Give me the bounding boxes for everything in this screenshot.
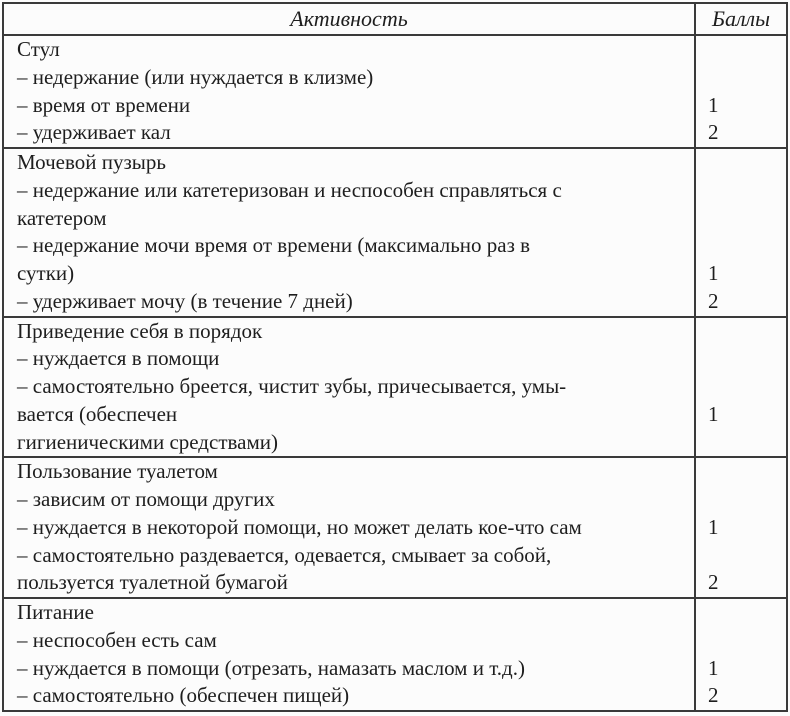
score-cell [696, 36, 786, 147]
score-cell [696, 599, 786, 710]
score-cell [696, 318, 786, 457]
activity-line: сутки) [17, 261, 75, 285]
score-empty [708, 64, 786, 92]
table-header-row [4, 4, 786, 34]
table-body [4, 34, 786, 710]
activity-line: – недержание (или нуждается в клизме) [17, 64, 374, 89]
score-value: 1 [708, 655, 719, 680]
score-value: 2 [708, 120, 719, 145]
section-row [4, 34, 786, 147]
score-value: 2 [708, 288, 719, 313]
score-value: 1 [708, 92, 719, 117]
activity-line: гигиеническими средствами) [17, 429, 278, 454]
score-empty [708, 458, 786, 486]
activity-cell [4, 318, 696, 457]
section-row [4, 597, 786, 710]
activity-line: – неспособен есть сам [17, 627, 217, 652]
score-empty [708, 36, 786, 64]
section-title: Пользование туалетом [17, 459, 218, 484]
score-value: 1 [708, 401, 719, 426]
activity-cell [4, 599, 696, 710]
section-title: Питание [17, 600, 94, 624]
activity-line: – недержание или катетеризован и неспособен справляться с [17, 177, 562, 202]
activity-cell [4, 36, 696, 147]
score-empty [708, 318, 786, 346]
score-value: 2 [708, 683, 719, 708]
activity-cell [4, 149, 696, 316]
activity-line: – недержание мочи время от времени (максимально раз в [17, 233, 531, 258]
activity-line: – самостоятельно раздевается, одевается, смывает за собой, [17, 542, 552, 567]
section-row [4, 316, 786, 457]
activity-line: – удерживает мочу (в течение 7 дней) [17, 288, 353, 313]
activity-line: – нуждается в помощи (отрезать, намазать маслом и т.д.) [17, 655, 525, 680]
score-cell [696, 458, 786, 597]
section-title: Стул [17, 37, 60, 61]
activity-cell [4, 458, 696, 597]
activity-line: вается (обеспечен [17, 401, 178, 426]
column-header-activity: Активность [4, 4, 696, 34]
score-value: 1 [708, 261, 719, 285]
score-empty [708, 486, 786, 514]
score-empty [708, 177, 786, 205]
activity-line: – нуждается в некоторой помощи, но может делать кое-что сам [17, 514, 582, 539]
score-empty [708, 149, 786, 177]
score-empty [708, 627, 786, 655]
activity-line: – самостоятельно бреется, чистит зубы, причесывается, умы- [17, 374, 567, 398]
activity-line: – нуждается в помощи [17, 346, 220, 371]
score-empty [708, 599, 786, 627]
score-empty [708, 232, 786, 260]
score-value: 2 [708, 570, 719, 595]
score-empty [708, 373, 786, 401]
section-title: Приведение себя в порядок [17, 318, 263, 343]
score-value: 1 [708, 514, 719, 539]
column-header-score: Баллы [711, 6, 771, 31]
score-cell [696, 149, 786, 316]
activity-line: – удерживает кал [17, 120, 171, 145]
score-empty [708, 345, 786, 373]
score-empty [708, 542, 786, 570]
activity-line: катетером [17, 205, 107, 230]
activity-line: – зависим от помощи других [17, 487, 275, 511]
activity-line: пользуется туалетной бумагой [17, 570, 288, 595]
score-empty [708, 429, 786, 457]
score-empty [708, 205, 786, 233]
activity-line: – самостоятельно (обеспечен пищей) [17, 683, 350, 708]
activity-score-table [2, 2, 788, 712]
section-title: Мочевой пузырь [17, 150, 166, 174]
activity-line: – время от времени [17, 92, 191, 117]
section-row [4, 147, 786, 316]
section-row [4, 456, 786, 597]
